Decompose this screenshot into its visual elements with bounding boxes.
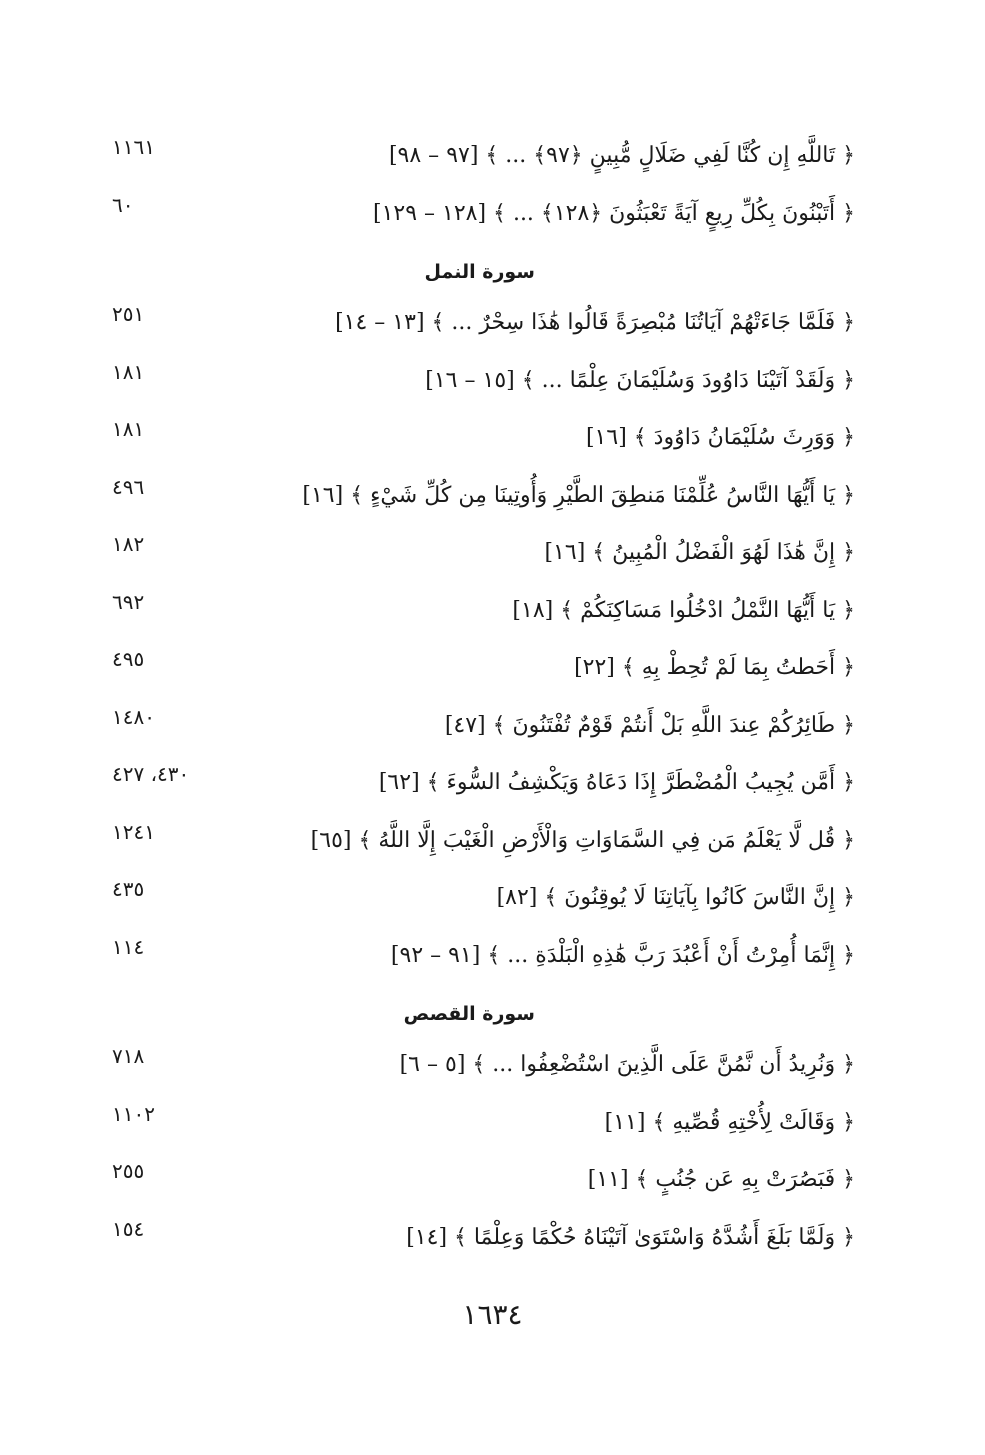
index-entry xyxy=(0,1037,985,1095)
page-reference: ١١٤ xyxy=(112,934,145,959)
page-reference: ١١٦١ xyxy=(112,135,155,159)
verse-text: ﴿ وَلَمَّا بَلَغَ أَشُدَّهُ وَاسْتَوَىٰ آتَيْنَاهُ حُكْمًا وَعِلْمًا ﴾ [١٤] xyxy=(406,1224,855,1250)
index-entry xyxy=(0,1095,985,1153)
surah-heading: سورة النمل xyxy=(424,261,535,283)
page-reference: ١٨٢ xyxy=(112,532,145,556)
page-reference: ٤٩٦ xyxy=(112,474,145,499)
index-entry xyxy=(0,525,985,583)
verse-text: ﴿ قُل لَّا يَعْلَمُ مَن فِي السَّمَاوَاتِ وَالْأَرْضِ الْغَيْبَ إِلَّا اللَّهُ ﴾ [٦٥] xyxy=(310,827,855,853)
page-reference: ٦٠ xyxy=(112,192,134,217)
verse-text: ﴿ وَقَالَتْ لِأُخْتِهِ قُصِّيهِ ﴾ [١١] xyxy=(604,1109,855,1135)
verse-text: ﴿ أَحَطتُ بِمَا لَمْ تُحِطْ بِهِ ﴾ [٢٢] xyxy=(574,655,855,680)
verse-text: ﴿ وَنُرِيدُ أَن نَّمُنَّ عَلَى الَّذِينَ اسْتُضْعِفُوا ... ﴾ [٥ – ٦] xyxy=(399,1052,855,1077)
page-reference: ١١٠٢ xyxy=(112,1101,155,1126)
verse-text: ﴿ فَبَصُرَتْ بِهِ عَن جُنُبٍ ﴾ [١١] xyxy=(587,1167,855,1192)
page-reference: ٤٣٠، ٤٢٧ xyxy=(112,762,190,786)
verse-text: ﴿ إِنَّ هَٰذَا لَهُوَ الْفَضْلُ الْمُبِينُ ﴾ [١٦] xyxy=(544,540,855,565)
index-entry xyxy=(0,640,985,698)
index-entry xyxy=(0,128,985,186)
verse-text: ﴿ أَمَّن يُجِيبُ الْمُضْطَرَّ إِذَا دَعَاهُ وَيَكْشِفُ السُّوءَ ﴾ [٦٢] xyxy=(378,770,855,795)
page-reference: ١٨١ xyxy=(112,417,145,441)
verse-index-list xyxy=(0,128,985,1267)
index-entry xyxy=(0,1152,985,1210)
index-entry xyxy=(0,928,985,986)
verse-text: ﴿ يَا أَيُّهَا النَّمْلُ ادْخُلُوا مَسَاكِنَكُمْ ﴾ [١٨] xyxy=(512,597,855,623)
index-entry xyxy=(0,1210,985,1268)
verse-text: ﴿ إِنَّمَا أُمِرْتُ أَنْ أَعْبُدَ رَبَّ هَٰذِهِ الْبَلْدَةِ ... ﴾ [٩١ – ٩٢] xyxy=(390,942,855,968)
verse-text: ﴿ وَوَرِثَ سُلَيْمَانُ دَاوُودَ ﴾ [١٦] xyxy=(585,425,855,450)
index-entry xyxy=(0,186,985,244)
verse-text: ﴿ إِنَّ النَّاسَ كَانُوا بِآيَاتِنَا لَا يُوقِنُونَ ﴾ [٨٢] xyxy=(496,885,855,910)
page-reference: ٢٥١ xyxy=(112,302,145,326)
page-number: ١٦٣٤ xyxy=(462,1298,523,1331)
verse-text: ﴿ وَلَقَدْ آتَيْنَا دَاوُودَ وَسُلَيْمَانَ عِلْمًا ... ﴾ [١٥ – ١٦] xyxy=(425,367,855,393)
index-entry xyxy=(0,813,985,871)
page-reference: ٢٥٥ xyxy=(112,1159,145,1183)
index-entry xyxy=(0,468,985,526)
verse-text: ﴿ أَتَبْنُونَ بِكُلِّ رِيعٍ آيَةً تَعْبَثُونَ ﴿١٢٨﴾ ... ﴾ [١٢٨ – ١٢٩] xyxy=(372,200,855,226)
verse-text: ﴿ تَاللَّهِ إِن كُنَّا لَفِي ضَلَالٍ مُّبِينٍ ﴿٩٧﴾ ... ﴾ [٩٧ – ٩٨] xyxy=(388,143,855,168)
surah-heading-row xyxy=(0,985,985,1037)
page-reference: ١٨١ xyxy=(112,359,145,384)
page-reference: ٦٩٢ xyxy=(112,589,145,614)
page-reference: ١٥٤ xyxy=(112,1216,145,1241)
verse-text: ﴿ يَا أَيُّهَا النَّاسُ عُلِّمْنَا مَنطِقَ الطَّيْرِ وَأُوتِينَا مِن كُلِّ شَيْءٍ ﴾ [١٦] xyxy=(302,482,855,508)
page-reference: ٧١٨ xyxy=(112,1044,145,1068)
verse-text: ﴿ طَائِرُكُمْ عِندَ اللَّهِ بَلْ أَنتُمْ قَوْمٌ تُفْتَنُونَ ﴾ [٤٧] xyxy=(444,712,855,738)
index-entry xyxy=(0,353,985,411)
index-entry xyxy=(0,410,985,468)
index-entry xyxy=(0,698,985,756)
surah-heading: سورة القصص xyxy=(403,1003,535,1025)
page-reference: ١٤٨٠ xyxy=(112,704,155,729)
index-entry xyxy=(0,755,985,813)
verse-text: ﴿ فَلَمَّا جَاءَتْهُمْ آيَاتُنَا مُبْصِرَةً قَالُوا هَٰذَا سِحْرٌ ... ﴾ [١٣ – ١٤] xyxy=(335,310,855,335)
index-entry xyxy=(0,870,985,928)
surah-heading-row xyxy=(0,243,985,295)
index-entry xyxy=(0,295,985,353)
page-reference: ٤٩٥ xyxy=(112,647,145,671)
page-reference: ٤٣٥ xyxy=(112,877,145,901)
page-reference: ١٢٤١ xyxy=(112,819,155,844)
index-entry xyxy=(0,583,985,641)
